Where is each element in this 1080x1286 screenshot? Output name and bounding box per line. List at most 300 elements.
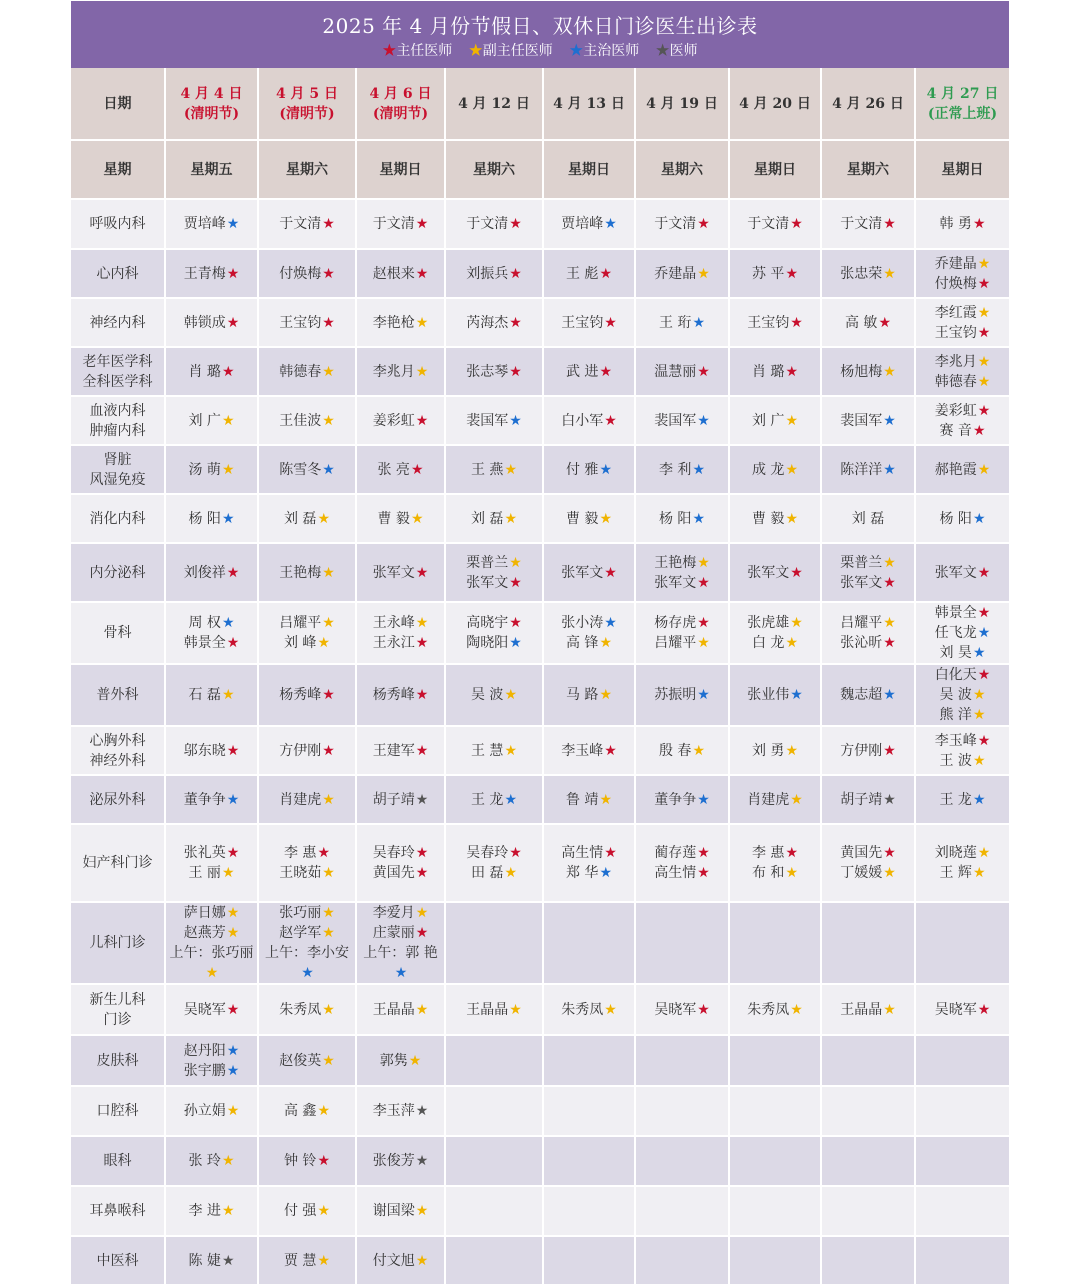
doctor-entry [166, 790, 257, 810]
doctor-name: 乔建晶 [934, 255, 977, 272]
legend-label: 副主任医师 [482, 43, 553, 59]
doctor-entry [357, 1251, 444, 1271]
blue-star-icon: ★ [504, 791, 517, 808]
doctor-entry [259, 264, 355, 284]
department-row [71, 824, 1009, 902]
doctor-cell [635, 1236, 729, 1285]
date-text: 4 月 26 日 [832, 95, 904, 112]
blue-star-icon: ★ [790, 687, 803, 703]
date-header-cell [635, 68, 729, 140]
red-star-icon: ★ [790, 314, 803, 331]
doctor-entry [446, 685, 542, 705]
doctor-entry [259, 963, 355, 983]
doctor-entry [259, 685, 355, 705]
doctor-entry [166, 613, 257, 633]
doctor-cell [165, 984, 258, 1035]
doctor-cell [356, 298, 445, 347]
doctor-name: 王 辉 [939, 865, 972, 881]
doctor-name: 吴晓军 [934, 1001, 977, 1018]
doctor-cell [821, 726, 915, 775]
yellow-star-icon: ★ [504, 510, 517, 527]
red-star-icon: ★ [415, 564, 429, 581]
doctor-name: 王晶晶 [466, 1001, 509, 1018]
doctor-entry [636, 685, 728, 705]
title-banner [71, 1, 1009, 68]
department-name-line: 神经内科 [89, 314, 146, 331]
doctor-name: 白小军 [561, 412, 604, 429]
doctor-cell [258, 249, 356, 298]
red-star-icon: ★ [415, 216, 429, 232]
legend-item-associate [469, 43, 553, 59]
department-name-line: 耳鼻喉科 [89, 1203, 146, 1219]
doctor-name: 高 敏 [844, 314, 878, 331]
doctor-name: 裴国军 [654, 412, 697, 429]
doctor-entry [259, 411, 355, 431]
doctor-name: 张军文 [466, 574, 509, 591]
yellow-star-icon: ★ [599, 635, 612, 651]
yellow-star-icon: ★ [599, 791, 612, 808]
department-name-line: 泌尿外科 [89, 791, 146, 808]
doctor-name: 刘晓莲 [934, 845, 977, 861]
doctor-name: 朱秀凤 [561, 1001, 604, 1018]
doctor-entry [446, 1000, 542, 1020]
red-star-icon: ★ [697, 865, 710, 881]
doctor-cell [915, 775, 1009, 824]
doctor-cell [729, 1086, 821, 1136]
department-name-line: 心内科 [96, 265, 139, 282]
doctor-entry [357, 843, 444, 863]
department-name-line: 风湿免疫 [89, 471, 146, 488]
doctor-entry [357, 903, 444, 923]
doctor-cell [915, 602, 1009, 664]
doctor-entry [446, 411, 542, 431]
doctor-cell [258, 824, 356, 902]
doctor-entry [916, 214, 1009, 234]
doctor-name: 殷 春 [658, 742, 692, 759]
yellow-star-icon: ★ [322, 925, 335, 941]
doctor-name: 李玉峰 [934, 732, 977, 749]
doctor-name: 李兆月 [372, 363, 415, 380]
red-star-icon: ★ [977, 605, 991, 621]
doctor-entry [357, 563, 444, 583]
doctor-cell [445, 249, 543, 298]
doctor-cell [635, 1136, 729, 1186]
red-star-icon: ★ [697, 574, 710, 591]
doctor-name: 肖 璐 [751, 363, 785, 380]
doctor-name: 于文清 [840, 216, 883, 232]
doctor-entry [916, 421, 1009, 441]
doctor-entry [822, 362, 914, 382]
date-label: 日期 [71, 68, 165, 140]
doctor-name: 胡子靖 [372, 791, 415, 808]
blue-star-icon: ★ [692, 314, 705, 331]
red-star-icon: ★ [226, 742, 240, 759]
doctor-cell [915, 1236, 1009, 1285]
doctor-cell [258, 543, 356, 602]
doctor-name: 王宝钧 [561, 314, 604, 331]
doctor-cell [356, 396, 445, 445]
doctor-name: 萨日娜 [183, 905, 226, 921]
doctor-entry [166, 214, 257, 234]
doctor-cell [165, 1035, 258, 1086]
date-header-cell [543, 68, 635, 140]
doctor-entry [166, 633, 257, 653]
doctor-entry [822, 509, 914, 529]
red-star-icon: ★ [322, 216, 335, 232]
blue-star-icon: ★ [226, 791, 240, 808]
doctor-name: 付文旭 [372, 1252, 415, 1269]
doctor-entry [730, 563, 820, 583]
doctor-cell [821, 1086, 915, 1136]
doctor-name: 张宇鹏 [183, 1062, 226, 1079]
doctor-cell [635, 1086, 729, 1136]
doctor-name: 陶晓阳 [466, 635, 509, 651]
department-name-line: 新生儿科 [89, 991, 146, 1008]
doctor-cell [165, 199, 258, 249]
doctor-cell [915, 984, 1009, 1035]
doctor-cell [635, 494, 729, 543]
yellow-star-icon: ★ [785, 635, 798, 651]
doctor-name: 栗普兰 [466, 554, 509, 571]
doctor-entry [259, 1051, 355, 1071]
doctor-name: 李玉峰 [561, 742, 604, 759]
doctor-entry [166, 509, 257, 529]
gray-star-icon: ★ [655, 43, 670, 59]
doctor-entry [822, 313, 914, 333]
yellow-star-icon: ★ [697, 554, 710, 571]
doctor-entry [259, 943, 355, 963]
doctor-cell [258, 984, 356, 1035]
department-row [71, 298, 1009, 347]
doctor-entry [636, 411, 728, 431]
department-name [71, 902, 165, 984]
doctor-entry [357, 509, 444, 529]
department-name-line: 老年医学科 [82, 353, 153, 370]
doctor-name: 肖建虎 [279, 791, 322, 808]
doctor-cell [165, 1236, 258, 1285]
doctor-name: 丁媛媛 [840, 865, 883, 881]
red-star-icon: ★ [317, 845, 330, 861]
doctor-entry [822, 685, 914, 705]
department-name-line: 呼吸内科 [89, 216, 146, 232]
doctor-cell [258, 494, 356, 543]
red-star-icon: ★ [790, 216, 803, 232]
doctor-name: 于文清 [747, 216, 790, 232]
doctor-name: 钟 铃 [283, 1153, 317, 1169]
doctor-entry [357, 460, 444, 480]
doctor-entry [357, 613, 444, 633]
doctor-cell [915, 199, 1009, 249]
department-name [71, 664, 165, 726]
doctor-cell [165, 1086, 258, 1136]
blue-star-icon: ★ [972, 510, 986, 527]
doctor-cell [356, 984, 445, 1035]
department-name-line: 消化内科 [89, 510, 146, 527]
department-row [71, 543, 1009, 602]
doctor-entry [357, 863, 444, 883]
doctor-entry [259, 843, 355, 863]
doctor-cell [821, 1136, 915, 1186]
doctor-entry [166, 1101, 257, 1121]
doctor-entry [446, 362, 542, 382]
doctor-entry [916, 623, 1009, 643]
doctor-entry [446, 313, 542, 333]
doctor-name: 高 鑫 [283, 1103, 317, 1119]
doctor-cell [445, 199, 543, 249]
doctor-cell [258, 298, 356, 347]
doctor-entry [259, 741, 355, 761]
doctor-cell [258, 347, 356, 396]
weekday-cell: 星期五 [165, 140, 258, 199]
doctor-name: 吕耀平 [840, 615, 883, 631]
doctor-name: 韩锁成 [183, 314, 226, 331]
doctor-name: 李 进 [188, 1203, 221, 1219]
doctor-cell [821, 249, 915, 298]
doctor-entry [916, 685, 1009, 705]
doctor-entry [166, 1000, 257, 1020]
doctor-cell [445, 1236, 543, 1285]
doctor-name: 王晓茹 [279, 865, 322, 881]
doctor-cell [821, 602, 915, 664]
doctor-cell [821, 664, 915, 726]
doctor-name: 刘 峰 [283, 635, 317, 651]
department-row [71, 1236, 1009, 1285]
doctor-cell [821, 543, 915, 602]
department-name-line: 心胸外科 [89, 732, 146, 749]
doctor-entry [822, 613, 914, 633]
doctor-cell [356, 445, 445, 494]
red-star-icon: ★ [883, 742, 896, 759]
doctor-entry [446, 509, 542, 529]
yellow-star-icon: ★ [785, 412, 798, 429]
doctor-cell [165, 445, 258, 494]
doctor-cell [729, 1136, 821, 1186]
doctor-cell [915, 726, 1009, 775]
doctor-name: 朱秀凤 [279, 1001, 322, 1018]
doctor-name: 王艳梅 [654, 554, 697, 571]
doctor-cell [729, 445, 821, 494]
doctor-cell [915, 902, 1009, 984]
doctor-name: 贾培峰 [183, 216, 226, 232]
weekday-cell: 星期日 [915, 140, 1009, 199]
department-row [71, 602, 1009, 664]
blue-star-icon: ★ [972, 791, 986, 808]
doctor-cell [165, 543, 258, 602]
yellow-star-icon: ★ [317, 1103, 330, 1119]
yellow-star-icon: ★ [790, 791, 803, 808]
doctor-name: 裴国军 [466, 412, 509, 429]
doctor-cell [445, 445, 543, 494]
date-text: 4 月 12 日 [458, 95, 530, 112]
doctor-name: 刘 昊 [939, 645, 972, 661]
blue-star-icon: ★ [226, 216, 240, 232]
blue-star-icon: ★ [977, 625, 991, 641]
yellow-star-icon: ★ [972, 865, 986, 881]
red-star-icon: ★ [697, 216, 710, 232]
doctor-cell [445, 494, 543, 543]
red-star-icon: ★ [604, 314, 617, 331]
doctor-name: 肖建虎 [747, 791, 790, 808]
legend-label: 主任医师 [396, 43, 453, 59]
doctor-name: 付 强 [283, 1203, 317, 1219]
date-header-cell [258, 68, 356, 140]
department-name [71, 775, 165, 824]
doctor-name: 成 龙 [751, 461, 785, 478]
doctor-entry [166, 313, 257, 333]
doctor-entry [446, 790, 542, 810]
blue-star-icon: ★ [692, 510, 705, 527]
doctor-cell [729, 984, 821, 1035]
legend-label: 医师 [669, 43, 698, 59]
doctor-entry [544, 509, 634, 529]
red-star-icon: ★ [883, 635, 896, 651]
doctor-cell [165, 249, 258, 298]
yellow-star-icon: ★ [977, 373, 991, 390]
doctor-cell [356, 199, 445, 249]
doctor-name: 吴晓军 [183, 1001, 226, 1018]
doctor-cell [543, 543, 635, 602]
date-text: 4 月 19 日 [646, 95, 718, 112]
doctor-cell [635, 543, 729, 602]
yellow-star-icon: ★ [883, 554, 896, 571]
red-star-icon: ★ [226, 314, 240, 331]
doctor-entry [544, 685, 634, 705]
doctor-entry [730, 509, 820, 529]
doctor-entry [916, 323, 1009, 343]
doctor-entry [259, 563, 355, 583]
doctor-entry [166, 264, 257, 284]
doctor-entry [357, 741, 444, 761]
doctor-cell [821, 199, 915, 249]
doctor-entry [636, 863, 728, 883]
doctor-entry [822, 573, 914, 593]
red-star-icon: ★ [604, 742, 617, 759]
doctor-name: 王 波 [939, 752, 972, 769]
department-name [71, 445, 165, 494]
doctor-name: 赵燕芳 [183, 925, 226, 941]
department-row [71, 445, 1009, 494]
doctor-name: 曹 毅 [565, 510, 599, 527]
department-name [71, 1186, 165, 1236]
doctor-entry [166, 1251, 257, 1271]
department-name [71, 1035, 165, 1086]
schedule-table [71, 68, 1009, 1286]
yellow-star-icon: ★ [977, 255, 991, 272]
doctor-entry [357, 411, 444, 431]
doctor-cell [635, 1035, 729, 1086]
doctor-cell [729, 775, 821, 824]
red-star-icon: ★ [599, 363, 612, 380]
doctor-cell [165, 1136, 258, 1186]
red-star-icon: ★ [226, 845, 240, 861]
doctor-name: 熊 洋 [939, 707, 972, 723]
doctor-entry [916, 274, 1009, 294]
doctor-name: 赵丹阳 [183, 1042, 226, 1059]
doctor-cell [258, 199, 356, 249]
doctor-name: 王 龙 [470, 791, 504, 808]
doctor-name: 刘 磊 [470, 510, 504, 527]
yellow-star-icon: ★ [221, 865, 235, 881]
yellow-star-icon: ★ [226, 905, 240, 921]
red-star-icon: ★ [878, 314, 891, 331]
blue-star-icon: ★ [883, 687, 896, 703]
date-note: (正常上班) [927, 105, 998, 122]
doctor-entry [544, 843, 634, 863]
doctor-name: 韩德春 [934, 373, 977, 390]
doctor-cell [821, 902, 915, 984]
department-name [71, 494, 165, 543]
blue-star-icon: ★ [394, 965, 408, 981]
doctor-entry [636, 362, 728, 382]
blue-star-icon: ★ [697, 412, 710, 429]
blue-star-icon: ★ [221, 615, 235, 631]
gray-star-icon: ★ [415, 791, 429, 808]
doctor-name: 于文清 [279, 216, 322, 232]
blue-star-icon: ★ [509, 412, 522, 429]
doctor-entry [166, 863, 257, 883]
department-name-line: 肾脏 [103, 451, 132, 468]
doctor-name: 曹 毅 [377, 510, 410, 527]
doctor-name: 曹 毅 [751, 510, 785, 527]
department-name-line: 门诊 [103, 1011, 132, 1028]
doctor-name: 白 龙 [751, 635, 785, 651]
doctor-cell [445, 664, 543, 726]
doctor-cell [543, 1136, 635, 1186]
doctor-name: 杨秀峰 [372, 687, 415, 703]
doctor-name: 高 锋 [565, 635, 599, 651]
doctor-entry [822, 1000, 914, 1020]
doctor-cell [543, 1236, 635, 1285]
date-text: 4 月 13 日 [553, 95, 625, 112]
doctor-cell [729, 1186, 821, 1236]
red-star-icon: ★ [509, 216, 522, 232]
doctor-entry [730, 1000, 820, 1020]
doctor-cell [543, 494, 635, 543]
legend-item-chief [382, 43, 452, 59]
doctor-entry [166, 1061, 257, 1081]
yellow-star-icon: ★ [977, 304, 991, 321]
blue-star-icon: ★ [301, 965, 314, 981]
doctor-name: 王晶晶 [840, 1001, 883, 1018]
doctor-entry [259, 362, 355, 382]
doctor-entry [166, 903, 257, 923]
red-star-icon: ★ [509, 363, 522, 380]
blue-star-icon: ★ [226, 1042, 240, 1059]
yellow-star-icon: ★ [604, 1001, 617, 1018]
doctor-name: 赵俊英 [279, 1052, 322, 1069]
doctor-name: 李 惠 [751, 845, 785, 861]
doctor-cell [445, 1086, 543, 1136]
red-star-icon: ★ [415, 687, 429, 703]
department-row [71, 249, 1009, 298]
doctor-name: 杨存虎 [654, 615, 697, 631]
yellow-star-icon: ★ [415, 1203, 429, 1219]
blue-star-icon: ★ [221, 510, 235, 527]
doctor-name: 董争争 [654, 791, 697, 808]
doctor-name: 刘俊祥 [183, 564, 226, 581]
doctor-entry [446, 573, 542, 593]
yellow-star-icon: ★ [317, 635, 330, 651]
doctor-cell [165, 298, 258, 347]
doctor-name: 张俊芳 [372, 1153, 415, 1169]
doctor-name: 赵学军 [279, 925, 322, 941]
red-star-icon: ★ [509, 845, 522, 861]
department-row [71, 1086, 1009, 1136]
doctor-cell [915, 445, 1009, 494]
doctor-cell [258, 1186, 356, 1236]
doctor-cell [165, 726, 258, 775]
doctor-entry [357, 1151, 444, 1171]
